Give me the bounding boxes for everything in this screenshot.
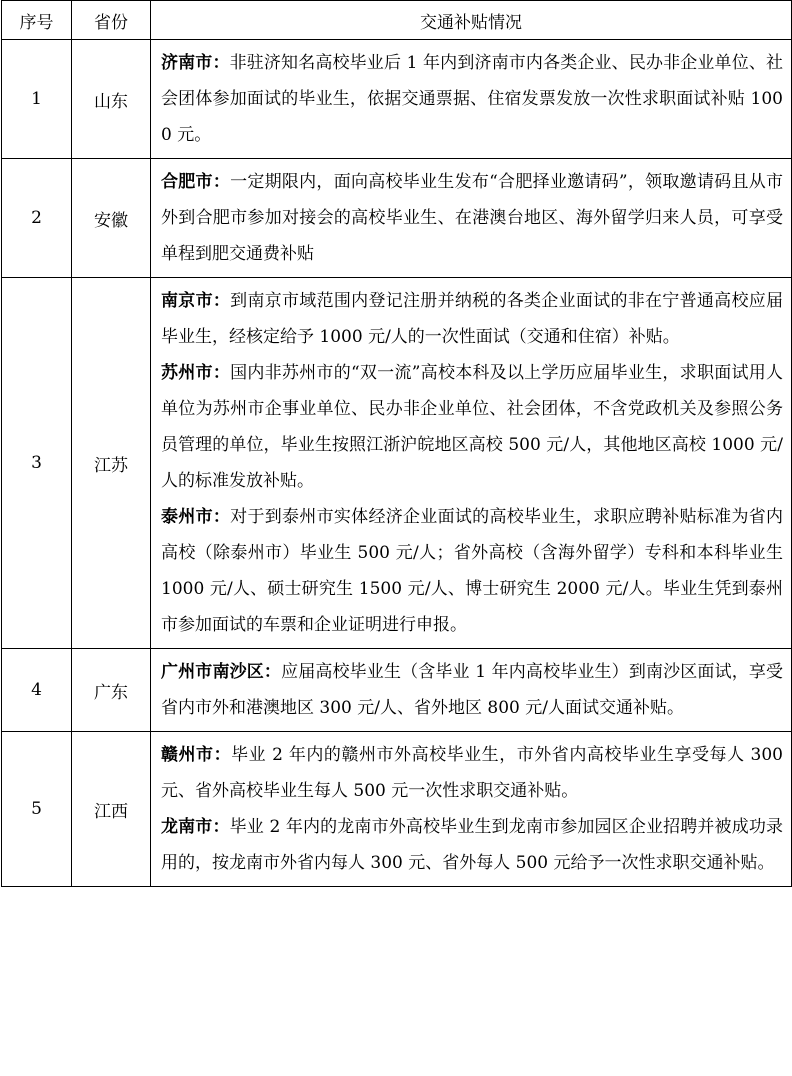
city-separator: ：	[213, 745, 232, 765]
row-index: 3	[2, 278, 72, 649]
entry-text: 非驻济知名高校毕业后 1 年内到济南市内各类企业、民办非企业单位、社会团体参加面试的毕业生，依据交通票据、住宿发票发放一次性求职面试补贴 1000 元。	[161, 53, 784, 145]
city-separator: ：	[263, 662, 282, 682]
row-index: 4	[2, 649, 72, 732]
row-province: 江西	[72, 732, 151, 887]
city-name: 合肥市	[161, 172, 213, 192]
subsidy-table	[1, 0, 792, 887]
header-index: 序号	[2, 1, 72, 40]
city-name: 济南市	[161, 53, 213, 73]
city-entry	[161, 654, 783, 726]
table-row	[2, 649, 792, 732]
city-separator: ：	[212, 291, 231, 311]
city-name: 南京市	[161, 291, 213, 311]
city-separator: ：	[212, 53, 230, 73]
row-details	[151, 649, 792, 732]
row-province: 广东	[72, 649, 151, 732]
row-details	[151, 278, 792, 649]
row-index: 1	[2, 40, 72, 159]
row-index: 2	[2, 159, 72, 278]
city-entry	[161, 737, 783, 809]
table-row	[2, 159, 792, 278]
row-details	[151, 732, 792, 887]
city-name: 泰州市	[161, 507, 213, 527]
city-entry	[161, 355, 783, 499]
row-details	[151, 40, 792, 159]
header-province: 省份	[72, 1, 151, 40]
row-province: 山东	[72, 40, 151, 159]
city-name: 苏州市	[161, 363, 213, 383]
entry-text: 毕业 2 年内的龙南市外高校毕业生到龙南市参加园区企业招聘并被成功录用的，按龙南市外省内每人 300 元、省外每人 500 元给予一次性求职交通补贴。	[161, 817, 784, 873]
entry-text: 应届高校毕业生（含毕业 1 年内高校毕业生）到南沙区面试，享受省内市外和港澳地区 300 元/人、省外地区 800 元/人面试交通补贴。	[161, 662, 784, 718]
city-name: 广州市南沙区	[161, 662, 264, 682]
header-details: 交通补贴情况	[151, 1, 792, 40]
entry-text: 一定期限内，面向高校毕业生发布“合肥择业邀请码”，领取邀请码且从市外到合肥市参加对接会的高校毕业生、在港澳台地区、海外留学归来人员，可享受单程到肥交通费补贴	[161, 172, 784, 264]
entry-text: 对于到泰州市实体经济企业面试的高校毕业生，求职应聘补贴标准为省内高校（除泰州市）毕业生 500 元/人；省外高校（含海外留学）专科和本科毕业生 1000 元/人、硕士研究生 1500 元/人、博士研究生 2000 元/人。毕业生凭到泰州市参加面试的车票和企业证明进行申报。	[161, 507, 784, 635]
row-details	[151, 159, 792, 278]
city-separator: ：	[212, 172, 231, 192]
city-separator: ：	[212, 817, 230, 837]
city-name: 赣州市	[161, 745, 214, 765]
table-row	[2, 278, 792, 649]
table-row	[2, 732, 792, 887]
table-row	[2, 40, 792, 159]
entry-text: 到南京市域范围内登记注册并纳税的各类企业面试的非在宁普通高校应届毕业生，经核定给予 1000 元/人的一次性面试（交通和住宿）补贴。	[161, 291, 784, 347]
row-province: 江苏	[72, 278, 151, 649]
city-entry	[161, 164, 783, 272]
city-entry	[161, 45, 783, 153]
table-header-row	[2, 1, 792, 40]
city-entry	[161, 499, 783, 643]
entry-text: 毕业 2 年内的赣州市外高校毕业生，市外省内高校毕业生享受每人 300 元、省外高校毕业生每人 500 元一次性求职交通补贴。	[161, 745, 783, 801]
city-separator: ：	[212, 507, 231, 527]
city-entry	[161, 809, 783, 881]
city-separator: ：	[212, 363, 231, 383]
city-name: 龙南市	[161, 817, 213, 837]
row-index: 5	[2, 732, 72, 887]
city-entry	[161, 283, 783, 355]
row-province: 安徽	[72, 159, 151, 278]
entry-text: 国内非苏州市的“双一流”高校本科及以上学历应届毕业生，求职面试用人单位为苏州市企事业单位、民办非企业单位、社会团体，不含党政机关及参照公务员管理的单位，毕业生按照江浙沪皖地区高校 500 元/人，其他地区高校 1000 元/人的标准发放补贴。	[161, 363, 784, 491]
